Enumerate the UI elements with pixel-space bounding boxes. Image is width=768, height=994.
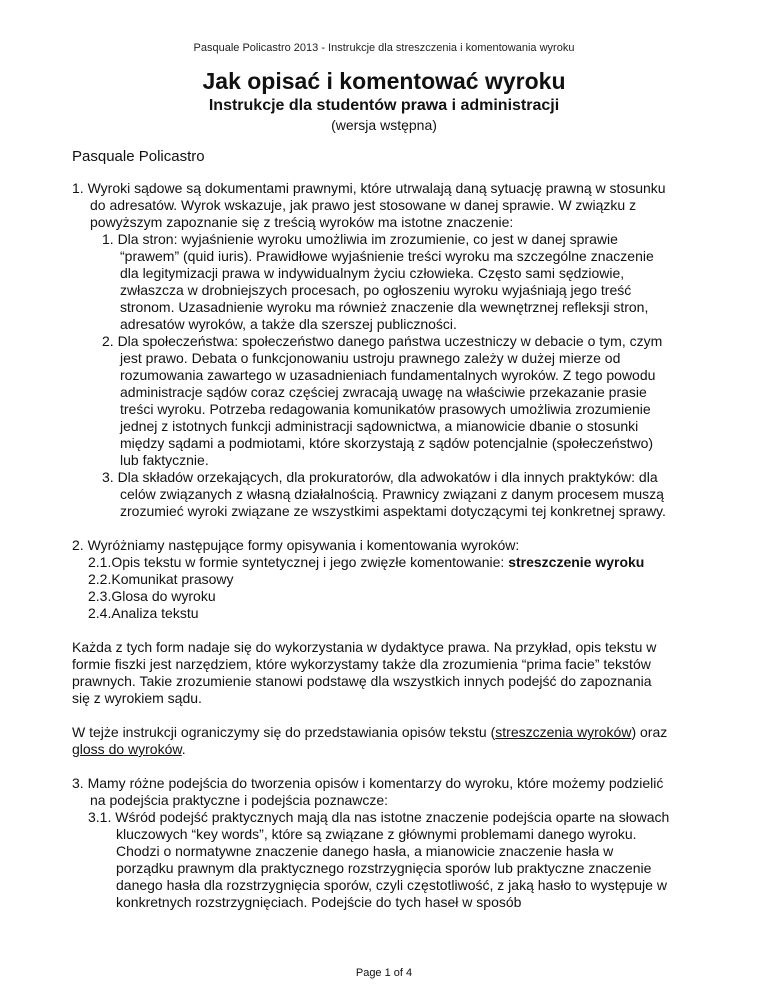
section-2-item-1-bold: streszczenie wyroku	[508, 554, 645, 570]
section-3-intro: 3. Mamy różne podejścia do tworzenia opisów i komentarzy do wyroku, które możemy podzielić na podejścia praktyczne i podejścia poznawcze:	[72, 775, 664, 808]
limit-paragraph	[72, 724, 672, 758]
version-note: (wersja wstępna)	[331, 117, 437, 133]
page-header: Pasquale Policastro 2013 - Instrukcje dla streszczenia i komentowania wyroku	[193, 42, 575, 54]
document-body	[72, 180, 672, 911]
limit-text-after: .	[181, 741, 186, 757]
link-summaries[interactable]: streszczenia wyroków	[495, 724, 632, 740]
section-1-intro: 1. Wyroki sądowe są dokumentami prawnymi, które utrwalają daną sytuację prawną w stosunku do adresatów. Wyrok wskazuje, jak prawo jest stosowane w danej sprawie. W związku z powyższym zapoznanie się z treścią wyroków ma istotne znaczenie:	[72, 180, 666, 230]
section-1-item-2: 2. Dla społeczeństwa: społeczeństwo danego państwa uczestniczy w debacie o tym, czym jest prawo. Debata o funkcjonowaniu ustroju prawnego zależy w dużej mierze od rozumowania zawartego w uzasadnieniach fundamentalnych wyroków. Z tego powodu administracje sądów coraz częściej zwracają uwagę na właściwie przekazanie prasie treści wyroku. Potrzeba redagowania komunikatów prasowych umożliwia zrozumienie jednej z istotnych funkcji administracji sądownictwa, a mianowicie dbanie o stosunki między sądami a podmiotami, które skorzystają z sądów potencjalnie (społeczeństwo) lub faktycznie.	[102, 333, 663, 468]
section-2-item-1	[72, 554, 672, 571]
section-2-intro: 2. Wyróżniamy następujące formy opisywania i komentowania wyroków:	[72, 537, 520, 553]
section-1-item-3: 3. Dla składów orzekających, dla prokuratorów, dla adwokatów i dla innych praktyków: dla celów związanych z własną działalnością. Prawnicy związani z danym procesem muszą zrozumieć wyroki związane ze wszystkimi aspektami dotyczącymi tej konkretnej sprawy.	[102, 469, 666, 519]
section-2-item-3: 2.3.Glosa do wyroku	[88, 588, 216, 604]
limit-text-before: W tejże instrukcji ograniczymy się do przedstawiania opisów tekstu (	[72, 724, 496, 740]
section-2-item-1-text: 2.1.Opis tekstu w formie syntetycznej i jego zwięzłe komentowanie:	[88, 554, 509, 570]
limit-text-middle: ) oraz	[631, 724, 668, 740]
document-subtitle: Instrukcje dla studentów prawa i administracji	[208, 97, 560, 114]
section-2-item-2: 2.2.Komunikat prasowy	[88, 571, 234, 587]
forms-paragraph: Każda z tych form nadaje się do wykorzystania w dydaktyce prawa. Na przykład, opis tekstu w formie fiszki jest narzędziem, które wykorzystamy także dla zrozumienia “prima facie” tekstów prawnych. Takie zrozumienie stanowi podstawę dla wszystkich innych podejść do zapoznania się z wyrokiem sądu.	[72, 639, 657, 706]
section-3-item-1: 3.1. Wśród podejść praktycznych mają dla nas istotne znaczenie podejścia oparte na słowach kluczowych “key words”, które są związane z głównymi problemami danego wyroku. Chodzi o normatywne znaczenie danego hasła, a mianowicie znaczenie hasła w porządku prawnym dla praktycznego rozstrzygnięcia sporów lub praktyczne znaczenie danego hasła dla rozstrzygnięcia sporów, czyli częstotliwość, z jaką hasło to występuje w konkretnych rozstrzygnięciach. Podejście do tych haseł w sposób	[88, 809, 670, 910]
author-name: Pasquale Policastro	[72, 148, 205, 165]
section-2-item-4: 2.4.Analiza tekstu	[88, 605, 199, 621]
page-footer: Page 1 of 4	[355, 967, 413, 979]
document-title: Jak opisać i komentować wyroku	[202, 68, 566, 94]
link-glosses[interactable]: gloss do wyroków	[72, 741, 182, 757]
section-1-item-1: 1. Dla stron: wyjaśnienie wyroku umożliwia im zrozumienie, co jest w danej sprawie “prawem” (quid iuris). Prawidłowe wyjaśnienie treści wyroku ma szczególne znaczenie dla legitymizacji prawa w indywidualnym życiu człowieka. Często sami sędziowie, zwłaszcza w drobniejszych procesach, po ogłoszeniu wyroku wyjaśniają jego treść stronom. Uzasadnienie wyroku ma również znaczenie dla wewnętrznej refleksji stron, adresatów wyroków, a także dla szerszej publiczności.	[102, 231, 654, 332]
